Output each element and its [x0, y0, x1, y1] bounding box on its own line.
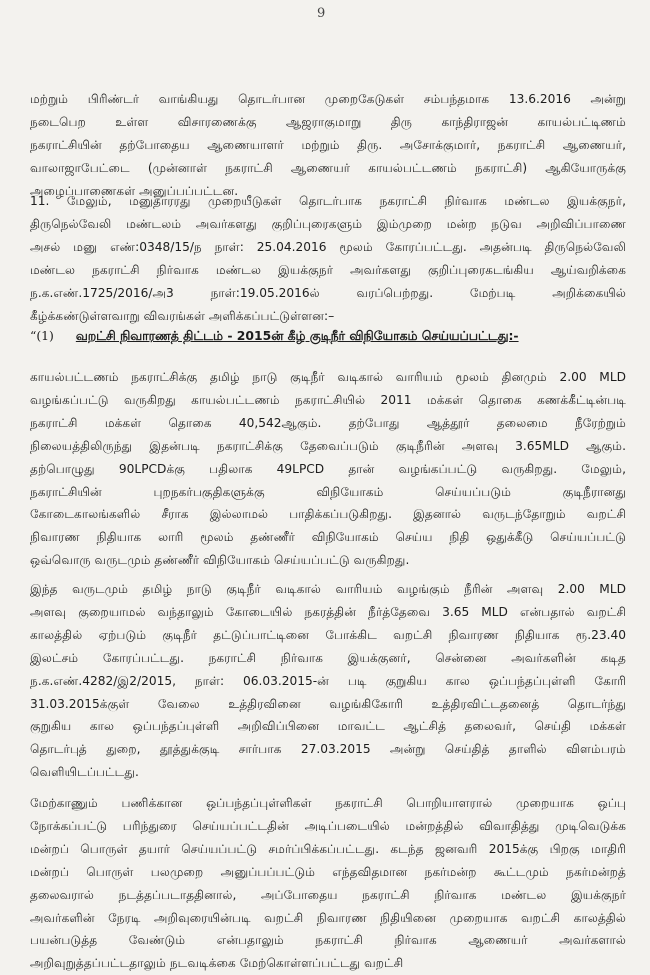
- section-title: வறட்சி நிவாரணத் திட்டம் - 2015ன் கீழ் குடிநீர் விநியோகம் செய்யப்பட்டது:-: [75, 328, 519, 343]
- text-line: அவர்களின் நேரடி அறிவுரையின்படி வறட்சி நிவாரண நிதியினை முறையாக வறட்சி காலத்தில்: [30, 910, 626, 925]
- text-line: பயன்படுத்த வேண்டும் என்பதாலும் நகராட்சி நிர்வாக ஆணையர் அவர்களால்: [30, 933, 626, 948]
- text-line: ந.க.எண்.1725/2016/அ3 நாள்:19.05.2016ல் வரப்பெற்றது. மேற்படி அறிக்கையில்: [30, 285, 626, 300]
- section-heading: [30, 328, 630, 345]
- text-line: குறுகிய கால ஒப்பந்தப்புள்ளி அறிவிப்பினை மாவட்ட ஆட்சித் தலைவர், செய்தி மக்கள்: [30, 719, 626, 734]
- text-line: 31.03.2015க்குள் வேலை உத்திரவினை வழங்கிகோரி உத்திரவிட்டதனைத் தொடர்ந்து: [30, 696, 626, 711]
- text-line: நகராட்சி மக்கள் தொகை 40,542ஆகும். தற்போது ஆத்தூர் தலைமை நீரேற்றும்: [30, 415, 626, 430]
- text-line: நிலையத்திலிருந்து இதன்படி நகராட்சிக்கு தேவைப்படும் குடிநீரின் அளவு 3.65MLD ஆகும்.: [30, 438, 626, 453]
- section-number: “(1): [30, 328, 54, 343]
- text-line: காயல்பட்டணம் நகராட்சிக்கு தமிழ் நாடு குடிநீர் வடிகால் வாரியம் மூலம் தினமும் 2.00 MLD: [30, 370, 626, 384]
- text-line: மன்றப் பொருள் தயார் செய்யப்பட்டு சமர்ப்பிக்கப்பட்டது. கடந்த ஜனவரி 2015க்கு பிறகு மாதிரி: [30, 841, 626, 856]
- text-line: இந்த வருடமும் தமிழ் நாடு குடிநீர் வடிகால் வாரியம் வழங்கும் நீரின் அளவு 2.00 MLD: [30, 582, 626, 596]
- text-line: அறிவுறுத்தப்பட்டதாலும் நடவடிக்கை மேற்கொள்ளப்பட்டது வறட்சி: [30, 956, 404, 971]
- paragraph-summons: [30, 88, 626, 203]
- text-line: மேற்காணும் பணிக்கான ஒப்பந்தப்புள்ளிகள் நகராட்சி பொறியாளரால் முறையாக ஒப்பு: [30, 796, 626, 810]
- text-line: கீழ்க்கண்டுள்ளவாறு விவரங்கள் அளிக்கப்பட்டுள்ளன:–: [30, 308, 335, 323]
- text-line: வெளியிடப்பட்டது.: [30, 765, 139, 780]
- text-line: நிவாரண நிதியாக லாரி மூலம் தண்ணீர் விநியோகம் செய்ய நிதி ஒதுக்கீடு செய்யப்பட்டு: [30, 530, 626, 545]
- text-line: தொடர்புத் துறை, தூத்துக்குடி சார்பாக 27.03.2015 அன்று செய்தித் தாளில் விளம்பரம்: [30, 742, 626, 757]
- text-line: இலட்சம் கோரப்பட்டது. நகராட்சி நிர்வாக இயக்குனர், சென்னை அவர்களின் கடித: [30, 650, 626, 665]
- paragraph-11: [30, 190, 626, 327]
- text-line: காலத்தில் ஏற்படும் குடிநீர் தட்டுப்பாட்டினை போக்கிட வறட்சி நிவாரண நிதியாக ரூ.23.40: [30, 627, 626, 642]
- paragraph-drought-relief: [30, 578, 626, 784]
- text-line: 11. மேலும், மனுதாரரது முறையீடுகள் தொடர்பாக நகராட்சி நிர்வாக மண்டல இயக்குநர்,: [30, 194, 626, 208]
- text-line: வழங்கப்பட்டு வருகிறது காயல்பட்டணம் நகராட்சியில் 2011 மக்கள் தொகை கணக்கீட்டின்படி: [30, 392, 626, 407]
- text-line: நடைபெற உள்ள விசாரணைக்கு ஆஜராகுமாறு திரு காந்திராஜன் காயல்பட்டிணம்: [30, 114, 626, 129]
- text-line: நகராட்சியின் தற்போதைய ஆணையாளர் மற்றும் திரு. அசோக்குமார், நகராட்சி ஆணையர்,: [30, 137, 626, 152]
- text-line: நோக்கப்பட்டு பரிந்துரை செய்யப்பட்டதின் அடிப்படையில் மன்றத்தில் விவாதித்து முடிவெடுக்க: [30, 818, 626, 833]
- text-line: ஒவ்வொரு வருடமும் தண்ணீர் விநியோகம் செய்யப்பட்டு வருகிறது.: [30, 553, 410, 568]
- text-line: மண்டல நகராட்சி நிர்வாக மண்டல இயக்குநர் அவர்களது குறிப்புரைகடங்கிய ஆய்வறிக்கை: [30, 262, 626, 277]
- text-line: கோடைகாலங்களில் சீராக இல்லாமல் பாதிக்கப்படுகிறது. இதனால் வருடந்தோறும் வறட்சி: [30, 507, 626, 522]
- text-line: மன்றப் பொருள் பலமுறை அனுப்பப்பட்டும் எந்தவிதமான நகர்மன்ற கூட்டமும் நகர்மன்றத்: [30, 864, 626, 879]
- text-line: வாலாஜாபேட்டை (முன்னாள் நகராட்சி ஆணையர் காயல்பட்டணம் நகராட்சி) ஆகியோருக்கு: [30, 160, 626, 175]
- text-line: திருநெல்வேலி மண்டலம் அவர்களது குறிப்புரைகளும் இம்முறை மன்ற நடுவ அறிவிப்பாணை: [30, 216, 626, 231]
- page-number: 9: [317, 6, 326, 21]
- text-line: ந.க.எண்.4282/இ2/2015, நாள்: 06.03.2015-ன் படி குறுகிய கால ஒப்பந்தப்புள்ளி கோரி: [30, 673, 626, 688]
- paragraph-water-supply: [30, 366, 626, 572]
- text-line: நகராட்சியின் புறநகர்பகுதிகளுக்கு விநியோகம் செய்யப்படும் குடிநீரானது: [30, 484, 626, 499]
- text-line: அளவு குறையாமல் வந்தாலும் கோடையில் நகரத்தின் நீர்த்தேவை 3.65 MLD என்பதால் வறட்சி: [30, 604, 626, 619]
- text-line: மற்றும் பிரிண்டர் வாங்கியது தொடர்பான முறைகேடுகள் சம்பந்தமாக 13.6.2016 அன்று: [30, 92, 626, 106]
- text-line: தலைவரால் நடத்தப்படாததினால், அப்போதைய நகராட்சி நிர்வாக மண்டல இயக்குநர்: [30, 887, 626, 902]
- text-line: தற்பொழுது 90LPCDக்கு பதிலாக 49LPCD தான் வழங்கப்பட்டு வருகிறது. மேலும்,: [30, 461, 626, 476]
- text-line: அழைப்பாணைகள் அனுப்பப்பட்டன.: [30, 183, 239, 198]
- paragraph-tender: [30, 792, 626, 975]
- text-line: அசல் மனு எண்:0348/15/ந நாள்: 25.04.2016 மூலம் கோரப்பட்டது. அதன்படி திருநெல்வேலி: [30, 239, 626, 254]
